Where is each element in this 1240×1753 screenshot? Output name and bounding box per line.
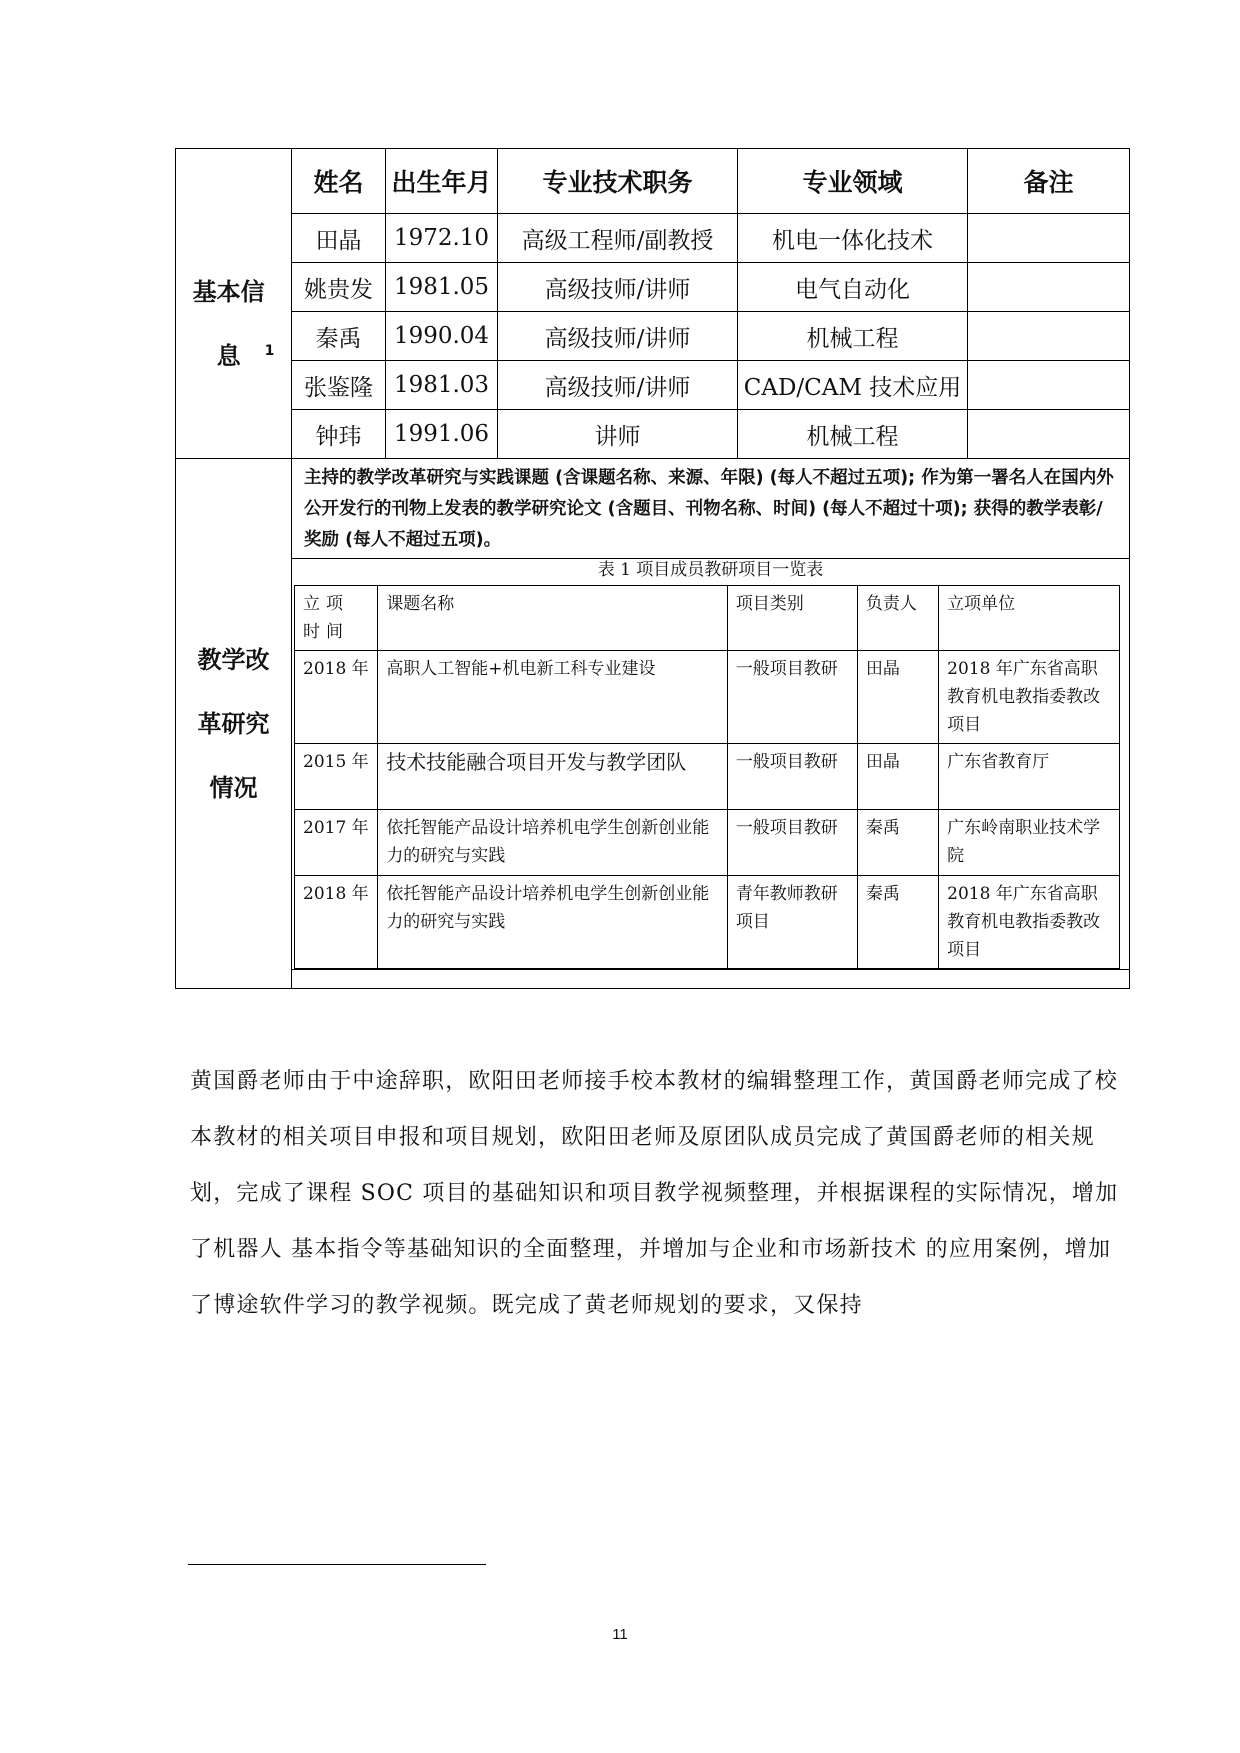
member-remark <box>968 410 1130 459</box>
basic-info-label <box>176 149 292 459</box>
member-title: 讲师 <box>498 410 738 459</box>
member-birth: 1981.03 <box>386 361 498 410</box>
header-name: 姓名 <box>292 149 386 214</box>
project-row <box>295 876 1120 969</box>
project-category: 一般项目教研 <box>727 810 857 876</box>
teaching-reform-label-text: 教学改革研究情况 <box>197 645 270 802</box>
project-category: 一般项目教研 <box>727 651 857 744</box>
member-field: 机械工程 <box>738 312 968 361</box>
member-field: 机械工程 <box>738 410 968 459</box>
member-name: 姚贵发 <box>292 263 386 312</box>
header-year: 立项时间 <box>295 586 378 651</box>
member-row <box>176 214 1130 263</box>
project-leader: 田晶 <box>857 744 938 810</box>
member-row <box>176 312 1130 361</box>
project-topic: 高职人工智能+机电新工科专业建设 <box>378 651 728 744</box>
project-unit: 2018 年广东省高职教育机电教指委教改项目 <box>939 651 1120 744</box>
info-table <box>175 148 1130 989</box>
header-field: 专业领域 <box>738 149 968 214</box>
project-unit: 广东岭南职业技术学院 <box>939 810 1120 876</box>
project-unit: 广东省教育厅 <box>939 744 1120 810</box>
project-unit: 2018 年广东省高职教育机电教指委教改项目 <box>939 876 1120 969</box>
header-title: 专业技术职务 <box>498 149 738 214</box>
header-remark: 备注 <box>968 149 1130 214</box>
member-field: 机电一体化技术 <box>738 214 968 263</box>
member-birth: 1972.10 <box>386 214 498 263</box>
teaching-reform-intro: 主持的教学改革研究与实践课题 (含课题名称、来源、年限) (每人不超过五项); 作为第一署名人在国内外公开发行的刊物上发表的教学研究论文 (含题目、刊物名称、时间) (每人不超过十项); 获得的教学表彰/奖励 (每人不超过五项)。 <box>304 468 1114 550</box>
member-remark <box>968 214 1130 263</box>
teaching-reform-label <box>176 459 292 989</box>
member-title: 高级技师/讲师 <box>498 263 738 312</box>
page-number: 11 <box>612 1626 628 1643</box>
project-leader: 秦禹 <box>857 810 938 876</box>
project-year: 2017 年 <box>295 810 378 876</box>
member-row <box>176 410 1130 459</box>
member-field: 电气自动化 <box>738 263 968 312</box>
project-row <box>295 744 1120 810</box>
project-year: 2018 年 <box>295 651 378 744</box>
project-topic: 依托智能产品设计培养机电学生创新创业能力的研究与实践 <box>378 876 728 969</box>
member-birth: 1981.05 <box>386 263 498 312</box>
member-birth: 1990.04 <box>386 312 498 361</box>
member-title: 高级技师/讲师 <box>498 312 738 361</box>
member-name: 钟玮 <box>292 410 386 459</box>
project-leader: 田晶 <box>857 651 938 744</box>
member-row <box>176 263 1130 312</box>
footnote-mark: 1 <box>264 342 275 359</box>
member-birth: 1991.06 <box>386 410 498 459</box>
member-title: 高级工程师/副教授 <box>498 214 738 263</box>
project-year: 2015 年 <box>295 744 378 810</box>
header-unit: 立项单位 <box>939 586 1120 651</box>
project-category: 一般项目教研 <box>727 744 857 810</box>
project-topic: 技术技能融合项目开发与教学团队 <box>378 744 728 810</box>
project-year: 2018 年 <box>295 876 378 969</box>
project-category: 青年教师教研项目 <box>727 876 857 969</box>
basic-info-label-text: 基本信息 <box>192 277 265 370</box>
header-topic: 课题名称 <box>378 586 728 651</box>
member-remark <box>968 312 1130 361</box>
project-row <box>295 810 1120 876</box>
project-topic: 依托智能产品设计培养机电学生创新创业能力的研究与实践 <box>378 810 728 876</box>
project-leader: 秦禹 <box>857 876 938 969</box>
teaching-reform-content <box>292 459 1130 989</box>
member-row <box>176 361 1130 410</box>
header-leader: 负责人 <box>857 586 938 651</box>
projects-table <box>294 585 1120 969</box>
projects-header-row <box>295 586 1120 651</box>
footnote-separator <box>188 1564 486 1565</box>
member-field: CAD/CAM 技术应用 <box>738 361 968 410</box>
member-remark <box>968 263 1130 312</box>
table-caption: 表 1 项目成员教研项目一览表 <box>597 560 824 580</box>
header-birth: 出生年月 <box>386 149 498 214</box>
member-name: 秦禹 <box>292 312 386 361</box>
body-paragraph: 黄国爵老师由于中途辞职，欧阳田老师接手校本教材的编辑整理工作，黄国爵老师完成了校本教材的相关项目申报和项目规划，欧阳田老师及原团队成员完成了黄国爵老师的相关规划，完成了课程 SOC 项目的基础知识和项目教学视频整理，并根据课程的实际情况，增加了机器人 基本指令等基础知识的全面整理，并增加与企业和市场新技术 的应用案例，增加了博途软件学习的教学视频。既完成了黄老师规划的要求，又保持 <box>190 1069 1119 1318</box>
header-category: 项目类别 <box>727 586 857 651</box>
member-name: 张鉴隆 <box>292 361 386 410</box>
member-title: 高级技师/讲师 <box>498 361 738 410</box>
member-remark <box>968 361 1130 410</box>
member-name: 田晶 <box>292 214 386 263</box>
project-row <box>295 651 1120 744</box>
